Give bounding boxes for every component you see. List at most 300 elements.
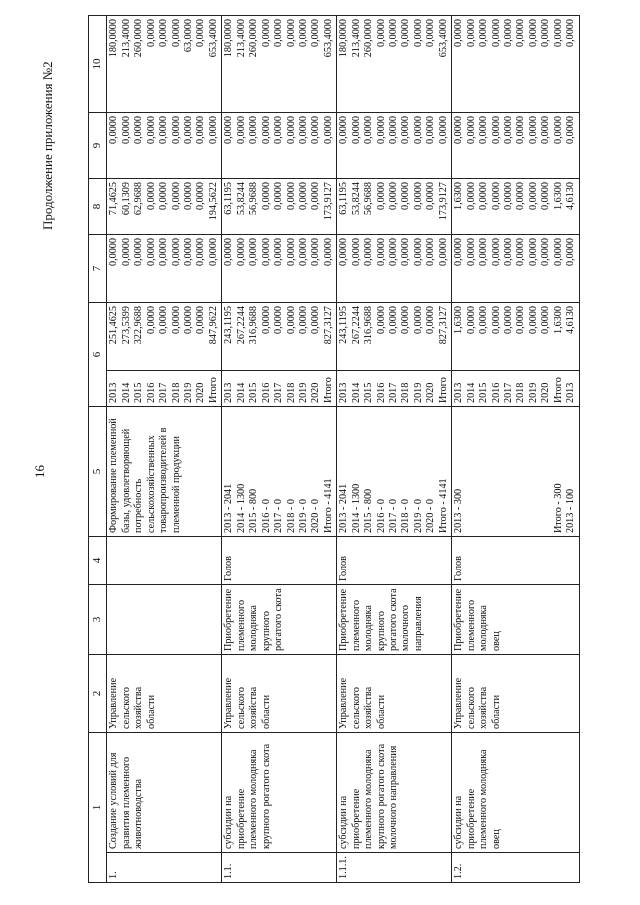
- row-col7-line: 0,0000: [375, 238, 387, 267]
- row-col10-line: 0,0000: [425, 19, 437, 48]
- row-col6-line: 267,2244: [350, 306, 362, 345]
- row-years-line: 2013: [338, 382, 350, 403]
- row-col6-line: 1,6300: [552, 306, 564, 335]
- row-col8-line: 71,4625: [108, 182, 120, 216]
- row-col8-line: 0,0000: [425, 182, 437, 211]
- row-measure: [222, 407, 337, 537]
- row-years-line: 2020: [195, 382, 207, 403]
- row-code: 1.2.: [452, 853, 579, 883]
- row-col8: [222, 179, 337, 235]
- row-col7-line: 0,0000: [388, 238, 400, 267]
- row-col10-line: 0,0000: [145, 19, 157, 48]
- row-col7-line: 0,0000: [350, 238, 362, 267]
- row-col9-line: 0,0000: [195, 116, 207, 145]
- row-col6-line: 0,0000: [540, 306, 552, 335]
- row-col8: [107, 179, 222, 235]
- row-col10-line: 0,0000: [273, 19, 285, 48]
- row-col7-line: 0,0000: [425, 238, 437, 267]
- row-col7-line: 0,0000: [120, 238, 132, 267]
- row-col10-line: 0,0000: [540, 19, 552, 48]
- row-col6-line: 0,0000: [465, 306, 477, 335]
- table-row: [222, 16, 337, 883]
- row-col8: [452, 179, 579, 235]
- row-col9-line: 0,0000: [400, 116, 412, 145]
- row-measure-line: 2020 - 0: [425, 499, 437, 533]
- row-col6-line: 0,0000: [145, 306, 157, 335]
- row-measure-line: [478, 410, 490, 533]
- row-col8-line: 0,0000: [195, 182, 207, 211]
- row-measure-line: 2014 - 1300: [235, 483, 247, 533]
- row-years-line: 2019: [297, 382, 309, 403]
- row-col8-line: 0,0000: [502, 182, 514, 211]
- row-col10-line: 0,0000: [515, 19, 527, 48]
- row-col9: [337, 113, 452, 179]
- header-col-3: 3: [89, 585, 107, 655]
- row-col9: [452, 113, 579, 179]
- row-measure-line: 2013 - 2041: [338, 483, 350, 533]
- row-col8-line: 173,9127: [437, 182, 449, 221]
- header-col-9: 9: [89, 113, 107, 179]
- row-col7-line: 0,0000: [195, 238, 207, 267]
- row-col10-line: 213,4000: [235, 19, 247, 58]
- row-col7-line: 0,0000: [502, 238, 514, 267]
- row-measure-line: [528, 410, 540, 533]
- row-col9-line: 0,0000: [490, 116, 502, 145]
- row-col6-line: 0,0000: [412, 306, 424, 335]
- row-col7-line: 0,0000: [248, 238, 260, 267]
- row-col7-line: 0,0000: [490, 238, 502, 267]
- row-col10-line: 213,4000: [120, 19, 132, 58]
- row-years: [452, 371, 579, 407]
- row-col6-line: 267,2244: [235, 306, 247, 345]
- row-col10: [107, 16, 222, 113]
- appendix-label: Продолжение приложения №2: [40, 61, 55, 230]
- row-col6-line: 0,0000: [273, 306, 285, 335]
- row-col8-line: 0,0000: [285, 182, 297, 211]
- row-years-line: 2013: [223, 382, 235, 403]
- row-activity: Приобретение племенного молодняка овец: [452, 585, 579, 655]
- row-col6-line: 0,0000: [285, 306, 297, 335]
- row-col8-line: 1,6300: [552, 182, 564, 211]
- row-col7: [107, 235, 222, 303]
- row-col9-line: 0,0000: [273, 116, 285, 145]
- row-measure-line: Итого - 4141: [437, 478, 449, 533]
- row-measure-line: 2018 - 0: [400, 499, 412, 533]
- row-col8-line: 194,5622: [207, 182, 219, 221]
- row-col6-line: 4,6130: [565, 306, 577, 335]
- row-col9-line: 0,0000: [552, 116, 564, 145]
- row-executor: Управление сельского хозяйства области: [107, 655, 222, 733]
- row-col7-line: 0,0000: [540, 238, 552, 267]
- row-measure: [452, 407, 579, 537]
- row-col7-line: 0,0000: [515, 238, 527, 267]
- row-name: субсидии на приобретение племенного молодняка овец: [452, 733, 579, 853]
- row-col6-line: 827,3127: [437, 306, 449, 345]
- row-col8-line: 53,8244: [235, 182, 247, 216]
- row-measure-line: [540, 410, 552, 533]
- row-col7-line: 0,0000: [437, 238, 449, 267]
- row-col10-line: 0,0000: [502, 19, 514, 48]
- row-col6-line: 0,0000: [502, 306, 514, 335]
- row-col7-line: 0,0000: [478, 238, 490, 267]
- row-code: 1.1.: [222, 853, 337, 883]
- header-col-2: 2: [89, 655, 107, 733]
- row-col8-line: 56,9688: [248, 182, 260, 216]
- row-col6-line: 0,0000: [400, 306, 412, 335]
- row-col7-line: 0,0000: [158, 238, 170, 267]
- row-col8-line: 63,1195: [338, 182, 350, 215]
- header-col-7: 7: [89, 235, 107, 303]
- row-col10-line: 0,0000: [552, 19, 564, 48]
- row-col9-line: 0,0000: [515, 116, 527, 145]
- row-col10-line: 0,0000: [285, 19, 297, 48]
- row-measure-line: 2013 - 100: [565, 488, 577, 533]
- row-years-line: 2016: [490, 382, 502, 403]
- row-col6-line: 827,3127: [322, 306, 334, 345]
- row-measure-line: 2016 - 0: [260, 499, 272, 533]
- row-years-line: 2017: [273, 382, 285, 403]
- row-years: [337, 371, 452, 407]
- row-col6-line: 0,0000: [310, 306, 322, 335]
- row-col9-line: 0,0000: [108, 116, 120, 145]
- row-executor: Управление сельского хозяйства области: [337, 655, 452, 733]
- row-col6-line: 0,0000: [183, 306, 195, 335]
- row-col8-line: 0,0000: [297, 182, 309, 211]
- row-unit: Голов: [222, 537, 337, 585]
- row-col7-line: 0,0000: [338, 238, 350, 267]
- row-col7-line: 0,0000: [108, 238, 120, 267]
- row-col6-line: 0,0000: [170, 306, 182, 335]
- row-col8-line: 0,0000: [183, 182, 195, 211]
- row-years-line: 2013: [108, 382, 120, 403]
- row-years: [222, 371, 337, 407]
- row-years: [107, 371, 222, 407]
- row-col7: [222, 235, 337, 303]
- row-code: 1.1.1.: [337, 853, 452, 883]
- row-years-line: 2014: [465, 382, 477, 403]
- row-years-line: 2013: [565, 382, 577, 403]
- row-col9-line: 0,0000: [412, 116, 424, 145]
- row-measure-line: 2013 - 2041: [223, 483, 235, 533]
- row-col9-line: 0,0000: [183, 116, 195, 145]
- row-col6: [337, 303, 452, 371]
- row-years-line: 2020: [425, 382, 437, 403]
- row-col9-line: 0,0000: [465, 116, 477, 145]
- row-years-line: 2017: [158, 382, 170, 403]
- row-years-line: 2013: [453, 382, 465, 403]
- row-activity: [107, 585, 222, 655]
- row-col6: [107, 303, 222, 371]
- table-body: [107, 16, 579, 883]
- row-col8-line: 4,6130: [565, 182, 577, 211]
- row-col8-line: 0,0000: [158, 182, 170, 211]
- row-col7-line: 0,0000: [322, 238, 334, 267]
- row-years-line: Итого: [552, 377, 564, 403]
- row-measure: [337, 407, 452, 537]
- row-col10-line: 0,0000: [412, 19, 424, 48]
- row-measure-line: 2015 - 800: [363, 488, 375, 533]
- row-col10: [337, 16, 452, 113]
- row-unit: Голов: [452, 537, 579, 585]
- row-activity: Приобретение племенного молодняка крупного рогатого скота: [222, 585, 337, 655]
- row-col9-line: 0,0000: [170, 116, 182, 145]
- row-col8: [337, 179, 452, 235]
- row-col7-line: 0,0000: [260, 238, 272, 267]
- row-years-line: 2019: [183, 382, 195, 403]
- row-col9-line: 0,0000: [338, 116, 350, 145]
- row-col6-line: 316,9688: [248, 306, 260, 345]
- row-col9-line: 0,0000: [425, 116, 437, 145]
- row-years-line: 2017: [388, 382, 400, 403]
- row-col9-line: 0,0000: [260, 116, 272, 145]
- row-measure-line: [503, 410, 515, 533]
- row-col10-line: 0,0000: [375, 19, 387, 48]
- row-col10-line: 0,0000: [310, 19, 322, 48]
- row-col9-line: 0,0000: [310, 116, 322, 145]
- row-col7-line: 0,0000: [565, 238, 577, 267]
- row-years-line: 2015: [478, 382, 490, 403]
- row-measure-line: Итого - 300: [552, 483, 564, 533]
- row-col10-line: 180,0000: [223, 19, 235, 58]
- row-years-line: 2020: [310, 382, 322, 403]
- row-col8-line: 0,0000: [260, 182, 272, 211]
- row-col9-line: 0,0000: [350, 116, 362, 145]
- table-row: [107, 16, 222, 883]
- row-col7-line: 0,0000: [183, 238, 195, 267]
- row-col6-line: 0,0000: [375, 306, 387, 335]
- row-measure-line: 2016 - 0: [375, 499, 387, 533]
- row-col8-line: 0,0000: [400, 182, 412, 211]
- row-col9-line: 0,0000: [133, 116, 145, 145]
- row-col10: [222, 16, 337, 113]
- row-col9-line: 0,0000: [540, 116, 552, 145]
- row-executor: Управление сельского хозяйства области: [452, 655, 579, 733]
- row-col10-line: 260,0000: [133, 19, 145, 58]
- row-col8-line: 0,0000: [540, 182, 552, 211]
- row-years-line: 2019: [412, 382, 424, 403]
- program-activities-table: [88, 15, 580, 883]
- row-col7-line: 0,0000: [527, 238, 539, 267]
- row-col9-line: 0,0000: [297, 116, 309, 145]
- row-measure-line: 2014 - 1300: [350, 483, 362, 533]
- row-col10-line: 0,0000: [260, 19, 272, 48]
- row-col6-line: 0,0000: [260, 306, 272, 335]
- row-col6-line: 0,0000: [297, 306, 309, 335]
- row-measure-line: 2017 - 0: [388, 499, 400, 533]
- row-col8-line: 173,9127: [322, 182, 334, 221]
- row-col10-line: 0,0000: [400, 19, 412, 48]
- row-col9: [107, 113, 222, 179]
- row-name: субсидии на приобретение племенного молодняка крупного рогатого скота молочного направления: [337, 733, 452, 853]
- row-col10-line: 653,4000: [437, 19, 449, 58]
- row-col7-line: 0,0000: [310, 238, 322, 267]
- row-measure-line: [466, 410, 478, 533]
- row-measure-line: 2017 - 0: [273, 499, 285, 533]
- row-col10-line: 0,0000: [453, 19, 465, 48]
- row-col9-line: 0,0000: [158, 116, 170, 145]
- table-row: [452, 16, 579, 883]
- row-years-line: 2015: [133, 382, 145, 403]
- row-years-line: 2014: [350, 382, 362, 403]
- row-col10-line: 653,4000: [322, 19, 334, 58]
- row-col7-line: 0,0000: [273, 238, 285, 267]
- row-measure-line: 2020 - 0: [310, 499, 322, 533]
- header-col-5: 5: [89, 407, 107, 537]
- row-col8-line: 0,0000: [465, 182, 477, 211]
- row-col9-line: 0,0000: [453, 116, 465, 145]
- row-col10-line: 0,0000: [490, 19, 502, 48]
- row-col6-line: 243,1195: [338, 306, 350, 344]
- table-row: [337, 16, 452, 883]
- row-years-line: 2019: [527, 382, 539, 403]
- row-years-line: 2020: [540, 382, 552, 403]
- row-executor: Управление сельского хозяйства области: [222, 655, 337, 733]
- row-measure-line: [515, 410, 527, 533]
- row-col8-line: 63,1195: [223, 182, 235, 215]
- page-number: 16: [32, 465, 47, 478]
- row-col7-line: 0,0000: [453, 238, 465, 267]
- row-measure-line: 2015 - 800: [248, 488, 260, 533]
- header-row: [89, 16, 107, 883]
- row-col10-line: 180,0000: [338, 19, 350, 58]
- row-name: Создание условий для развития племенного животноводства: [107, 733, 222, 853]
- row-col6-line: 273,5399: [120, 306, 132, 345]
- row-col8-line: 0,0000: [273, 182, 285, 211]
- row-col9-line: 0,0000: [502, 116, 514, 145]
- row-col9-line: 0,0000: [478, 116, 490, 145]
- row-col6-line: 0,0000: [515, 306, 527, 335]
- row-col6-line: 243,1195: [223, 306, 235, 344]
- header-col-6: 6: [89, 303, 107, 407]
- row-col7: [452, 235, 579, 303]
- row-years-line: Итого: [207, 377, 219, 403]
- row-years-line: 2014: [120, 382, 132, 403]
- row-col6-line: 251,4625: [108, 306, 120, 345]
- header-col-1: 1: [89, 733, 107, 883]
- row-years-line: 2018: [515, 382, 527, 403]
- row-col9-line: 0,0000: [223, 116, 235, 145]
- row-col7-line: 0,0000: [400, 238, 412, 267]
- row-col6-line: 316,9688: [363, 306, 375, 345]
- row-activity: Приобретение племенного молодняка крупного рогатого скота молочного направления: [337, 585, 452, 655]
- row-col8-line: 0,0000: [388, 182, 400, 211]
- row-col6-line: 0,0000: [158, 306, 170, 335]
- header-col-8: 8: [89, 179, 107, 235]
- row-col8-line: 1,6300: [453, 182, 465, 211]
- row-col10-line: 0,0000: [527, 19, 539, 48]
- row-col10-line: 0,0000: [158, 19, 170, 48]
- row-col10-line: 0,0000: [388, 19, 400, 48]
- row-col6: [452, 303, 579, 371]
- row-years-line: 2018: [400, 382, 412, 403]
- row-col8-line: 0,0000: [515, 182, 527, 211]
- row-col8-line: 0,0000: [527, 182, 539, 211]
- row-col7-line: 0,0000: [552, 238, 564, 267]
- row-col10: [452, 16, 579, 113]
- row-name: субсидии на приобретение племенного молодняка крупного рогатого скота: [222, 733, 337, 853]
- row-measure-line: Итого - 4141: [322, 478, 334, 533]
- row-years-line: Итого: [322, 377, 334, 403]
- row-unit: [107, 537, 222, 585]
- row-col9-line: 0,0000: [285, 116, 297, 145]
- row-col7-line: 0,0000: [465, 238, 477, 267]
- row-col7-line: 0,0000: [412, 238, 424, 267]
- row-col9-line: 0,0000: [248, 116, 260, 145]
- row-col9-line: 0,0000: [527, 116, 539, 145]
- row-col8-line: 0,0000: [375, 182, 387, 211]
- row-measure: Формирование племенной базы, удовлетворяющей потребность сельскохозяйственных товаропроизводителей в племенной продукции: [107, 407, 222, 537]
- row-col8-line: 0,0000: [478, 182, 490, 211]
- row-col8-line: 62,9688: [133, 182, 145, 216]
- rotated-table-sheet: [88, 15, 598, 883]
- header-col-4: 4: [89, 537, 107, 585]
- row-years-line: 2016: [375, 382, 387, 403]
- row-col7-line: 0,0000: [133, 238, 145, 267]
- row-col7-line: 0,0000: [297, 238, 309, 267]
- row-col8-line: 0,0000: [170, 182, 182, 211]
- row-years-line: 2018: [285, 382, 297, 403]
- row-col7-line: 0,0000: [363, 238, 375, 267]
- row-col9-line: 0,0000: [235, 116, 247, 145]
- row-col6-line: 0,0000: [490, 306, 502, 335]
- row-col8-line: 0,0000: [490, 182, 502, 211]
- row-measure-line: 2019 - 0: [297, 499, 309, 533]
- row-col10-line: 0,0000: [195, 19, 207, 48]
- row-years-line: 2015: [363, 382, 375, 403]
- row-years-line: 2017: [502, 382, 514, 403]
- row-measure-line: 2013 - 300: [453, 488, 465, 533]
- row-col8-line: 0,0000: [145, 182, 157, 211]
- row-col9-line: 0,0000: [388, 116, 400, 145]
- row-col7-line: 0,0000: [223, 238, 235, 267]
- row-measure-line: [491, 410, 503, 533]
- row-years-line: 2016: [145, 382, 157, 403]
- row-col6-line: 1,6300: [453, 306, 465, 335]
- row-col9-line: 0,0000: [145, 116, 157, 145]
- row-col8-line: 56,9688: [363, 182, 375, 216]
- row-col8-line: 0,0000: [412, 182, 424, 211]
- row-col8-line: 0,0000: [310, 182, 322, 211]
- row-col10-line: 0,0000: [297, 19, 309, 48]
- row-measure-line: 2018 - 0: [285, 499, 297, 533]
- row-years-line: Итого: [437, 377, 449, 403]
- row-col9-line: 0,0000: [375, 116, 387, 145]
- row-col9: [222, 113, 337, 179]
- row-col8-line: 60,1309: [120, 182, 132, 216]
- row-col9-line: 0,0000: [322, 116, 334, 145]
- row-col8-line: 53,8244: [350, 182, 362, 216]
- row-col7-line: 0,0000: [285, 238, 297, 267]
- row-years-line: 2014: [235, 382, 247, 403]
- row-col10-line: 260,0000: [248, 19, 260, 58]
- row-col6-line: 0,0000: [527, 306, 539, 335]
- row-col6-line: 0,0000: [388, 306, 400, 335]
- row-col9-line: 0,0000: [120, 116, 132, 145]
- row-col6-line: 322,9688: [133, 306, 145, 345]
- row-col7: [337, 235, 452, 303]
- row-col7-line: 0,0000: [235, 238, 247, 267]
- row-col7-line: 0,0000: [170, 238, 182, 267]
- row-col10-line: 0,0000: [478, 19, 490, 48]
- row-col10-line: 63,0000: [183, 19, 195, 53]
- row-col6-line: 0,0000: [478, 306, 490, 335]
- row-col10-line: 0,0000: [565, 19, 577, 48]
- row-years-line: 2015: [248, 382, 260, 403]
- row-col10-line: 0,0000: [170, 19, 182, 48]
- row-col10-line: 260,0000: [363, 19, 375, 58]
- row-col9-line: 0,0000: [207, 116, 219, 145]
- header-col-10: 10: [89, 16, 107, 113]
